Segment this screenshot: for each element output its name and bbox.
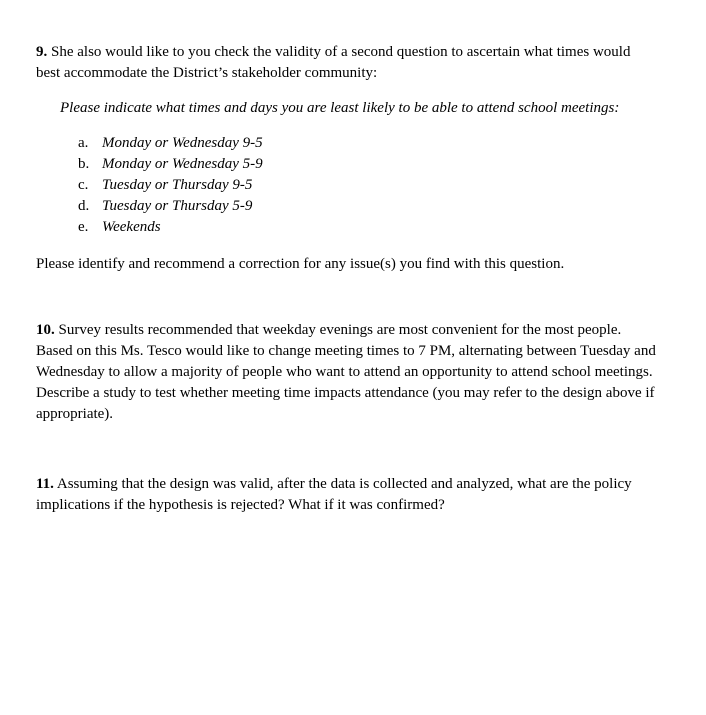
option-letter: e. [78, 219, 89, 235]
option-e [78, 217, 263, 238]
question-9-text: She also would like to you check the validity of a second question to ascertain what times would best accommodate the District’s stakeholder community: [36, 44, 631, 81]
option-letter: b. [78, 156, 90, 172]
option-text: Monday or Wednesday 5-9 [102, 156, 263, 172]
question-11 [36, 474, 656, 516]
question-9-options [78, 133, 263, 238]
question-9 [36, 42, 656, 84]
option-text: Monday or Wednesday 9-5 [102, 135, 263, 151]
question-11-text: Assuming that the design was valid, after the data is collected and analyzed, what are the policy implications if the hypothesis is rejected? What if it was confirmed? [36, 476, 632, 513]
question-11-number: 11. [36, 476, 54, 492]
option-letter: d. [78, 198, 90, 214]
question-9-prompt: Please indicate what times and days you are least likely to be able to attend school meetings: [60, 100, 620, 116]
question-9-number: 9. [36, 44, 48, 60]
question-10 [36, 320, 656, 425]
question-9-followup: Please identify and recommend a correction for any issue(s) you find with this question. [36, 256, 565, 272]
option-text: Tuesday or Thursday 5-9 [102, 198, 253, 214]
option-c [78, 175, 263, 196]
option-text: Weekends [102, 219, 161, 235]
option-letter: c. [78, 177, 89, 193]
option-b [78, 154, 263, 175]
option-letter: a. [78, 135, 89, 151]
question-10-number: 10. [36, 322, 55, 338]
option-text: Tuesday or Thursday 9-5 [102, 177, 253, 193]
option-a [78, 133, 263, 154]
question-10-text: Survey results recommended that weekday evenings are most convenient for the most people. Based on this Ms. Tesco would like to change meeting times to 7 PM, alternating between Tuesday and Wednesday to allow a majority of people who want to attend an opportunity to attend school meetings. Describe a study to test whether meeting time impacts attendance (you may refer to the design above if appropriate). [36, 322, 656, 422]
option-d [78, 196, 263, 217]
